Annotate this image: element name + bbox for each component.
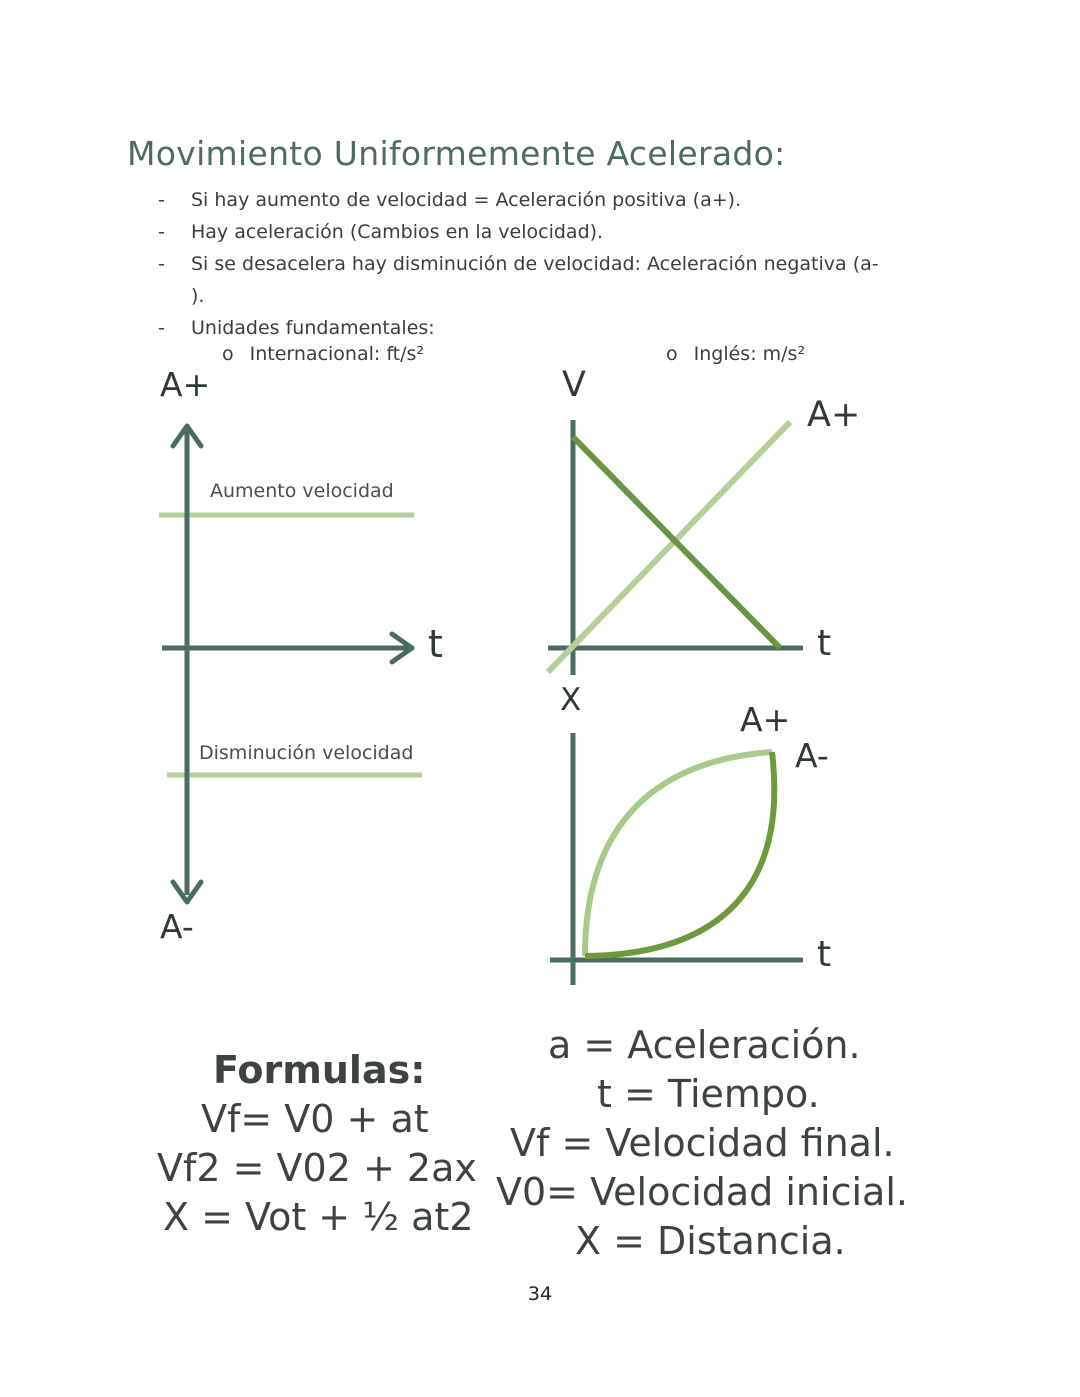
accelerating-curve bbox=[585, 752, 774, 956]
label-axis-t: t bbox=[428, 622, 443, 666]
formula-2: Vf2 = V02 + 2ax bbox=[157, 1146, 477, 1190]
bullet-text: Si hay aumento de velocidad = Aceleración positiva (a+). bbox=[191, 189, 742, 211]
bullet-dash: - bbox=[158, 189, 165, 211]
bullet-text: ). bbox=[191, 285, 205, 307]
legend-x: X = Distancia. bbox=[575, 1219, 846, 1263]
label-a-plus: A+ bbox=[160, 365, 211, 404]
legend-vf: Vf = Velocidad final. bbox=[510, 1121, 895, 1165]
xt-label-x: X bbox=[560, 682, 582, 718]
bullet-text: Unidades fundamentales: bbox=[191, 317, 435, 339]
xt-label-a-plus: A+ bbox=[740, 700, 791, 739]
page-title: Movimiento Uniformemente Acelerado: bbox=[127, 134, 786, 173]
label-aumento-velocidad: Aumento velocidad bbox=[210, 480, 394, 502]
unit-ingles-text: Inglés: m/s² bbox=[693, 343, 806, 365]
bullet-text: Si se desacelera hay disminución de velocidad: Aceleración negativa (a- bbox=[191, 253, 879, 275]
bullet-dash: - bbox=[158, 253, 165, 275]
sub-marker: o bbox=[666, 343, 678, 365]
bullet-dash: - bbox=[158, 221, 165, 243]
xt-label-t: t bbox=[817, 934, 832, 975]
formulas-heading: Formulas: bbox=[213, 1048, 426, 1092]
legend-t: t = Tiempo. bbox=[597, 1072, 820, 1116]
vt-label-v: V bbox=[562, 365, 586, 405]
unit-internacional-text: Internacional: ft/s² bbox=[249, 343, 425, 365]
sub-marker: o bbox=[222, 343, 234, 365]
velocity-time-diagram bbox=[548, 420, 803, 675]
legend-a: a = Aceleración. bbox=[548, 1023, 861, 1067]
formula-3: X = Vot + ½ at2 bbox=[163, 1195, 474, 1239]
page-number: 34 bbox=[527, 1283, 553, 1305]
position-time-diagram bbox=[550, 733, 803, 985]
bullet-dash: - bbox=[158, 317, 165, 339]
bullet-text: Hay aceleración (Cambios en la velocidad). bbox=[191, 221, 604, 243]
formula-1: Vf= V0 + at bbox=[201, 1097, 429, 1141]
positive-accel-line bbox=[548, 422, 790, 672]
legend-v0: V0= Velocidad inicial. bbox=[496, 1170, 908, 1214]
vt-label-a-plus: A+ bbox=[807, 395, 861, 435]
xt-label-a-minus: A- bbox=[795, 736, 829, 775]
decelerating-curve bbox=[585, 752, 772, 956]
label-a-minus: A- bbox=[160, 907, 194, 946]
vt-label-t: t bbox=[817, 623, 832, 664]
label-disminucion-velocidad: Disminución velocidad bbox=[199, 742, 414, 764]
